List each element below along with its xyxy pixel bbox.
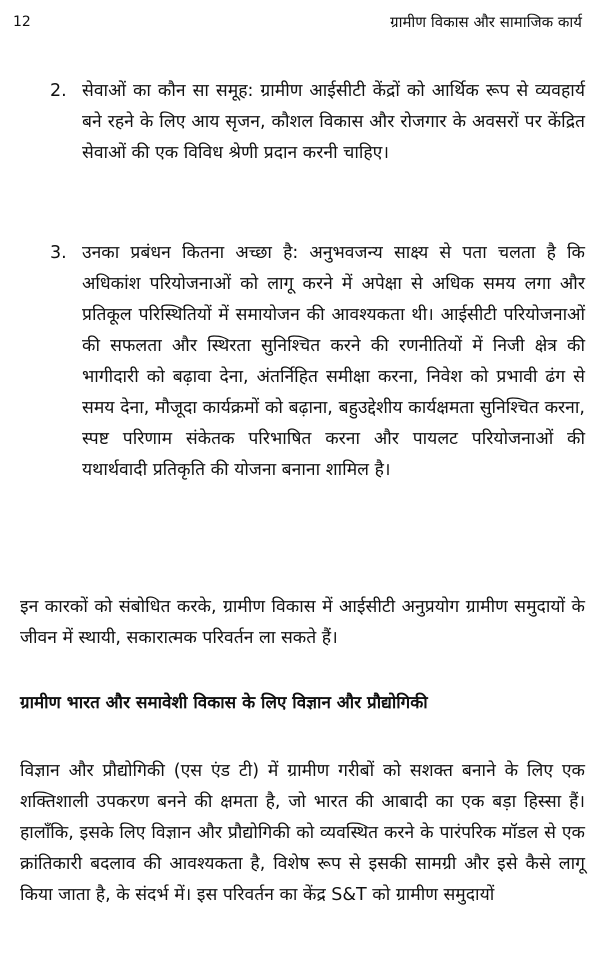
list-item-number: 3. [50,243,67,263]
list-item [50,238,585,486]
list-item-text: उनका प्रबंधन कितना अच्छा है: अनुभवजन्य साक्ष्य से पता चलता है कि अधिकांश परियोजनाओं को लागू करने में अपेक्षा से अधिक समय लगा और प्रतिकूल परिस्थितियों में समायोजन की आवश्यकता थी। आईसीटी परियोजनाओं की सफलता और स्थिरता सुनिश्चित करने की रणनीतियों में निजी क्षेत्र की भागीदारी को बढ़ावा देना, अंतर्निहित समीक्षा करना, निवेश को प्रभावी ढंग से समय देना, मौजूदा कार्यक्रमों को बढ़ाना, बहुउद्देशीय कार्यक्षमता सुनिश्चित करना, स्पष्ट परिणाम संकेतक परिभाषित करना और पायलट परियोजनाओं की यथार्थवादी प्रतिकृति की योजना बनाना शामिल है। [82,243,585,480]
section-paragraph: विज्ञान और प्रौद्योगिकी (एस एंड टी) में ग्रामीण गरीबों को सशक्त बनाने के लिए एक शक्तिशाली उपकरण बनने की क्षमता है, जो भारत की आबादी का एक बड़ा हिस्सा हैं। हालाँकि, इसके लिए विज्ञान और प्रौद्योगिकी को व्यवस्थित करने के पारंपरिक मॉडल से एक क्रांतिकारी बदलाव की आवश्यकता है, विशेष रूप से इसकी सामग्री और इसे कैसे लागू किया जाता है, के संदर्भ में। इस परिवर्तन का केंद्र S&T को ग्रामीण समुदायों [20,761,585,905]
conclusion-paragraph: इन कारकों को संबोधित करके, ग्रामीण विकास में आईसीटी अनुप्रयोग ग्रामीण समुदायों के जीवन में स्थायी, सकारात्मक परिवर्तन ला सकते हैं। [20,597,585,648]
running-title: ग्रामीण विकास और सामाजिक कार्य [390,13,582,31]
list-item-number: 2. [50,81,67,101]
section-heading: ग्रामीण भारत और समावेशी विकास के लिए विज्ञान और प्रौद्योगिकी [20,693,428,713]
page-number: 12 [13,14,31,30]
list-item [50,76,585,169]
page-header [0,12,600,36]
list-item-text: सेवाओं का कौन सा समूह: ग्रामीण आईसीटी केंद्रों को आर्थिक रूप से व्यवहार्य बने रहने के लिए आय सृजन, कौशल विकास और रोजगार के अवसरों पर केंद्रित सेवाओं की एक विविध श्रेणी प्रदान करनी चाहिए। [82,81,585,163]
